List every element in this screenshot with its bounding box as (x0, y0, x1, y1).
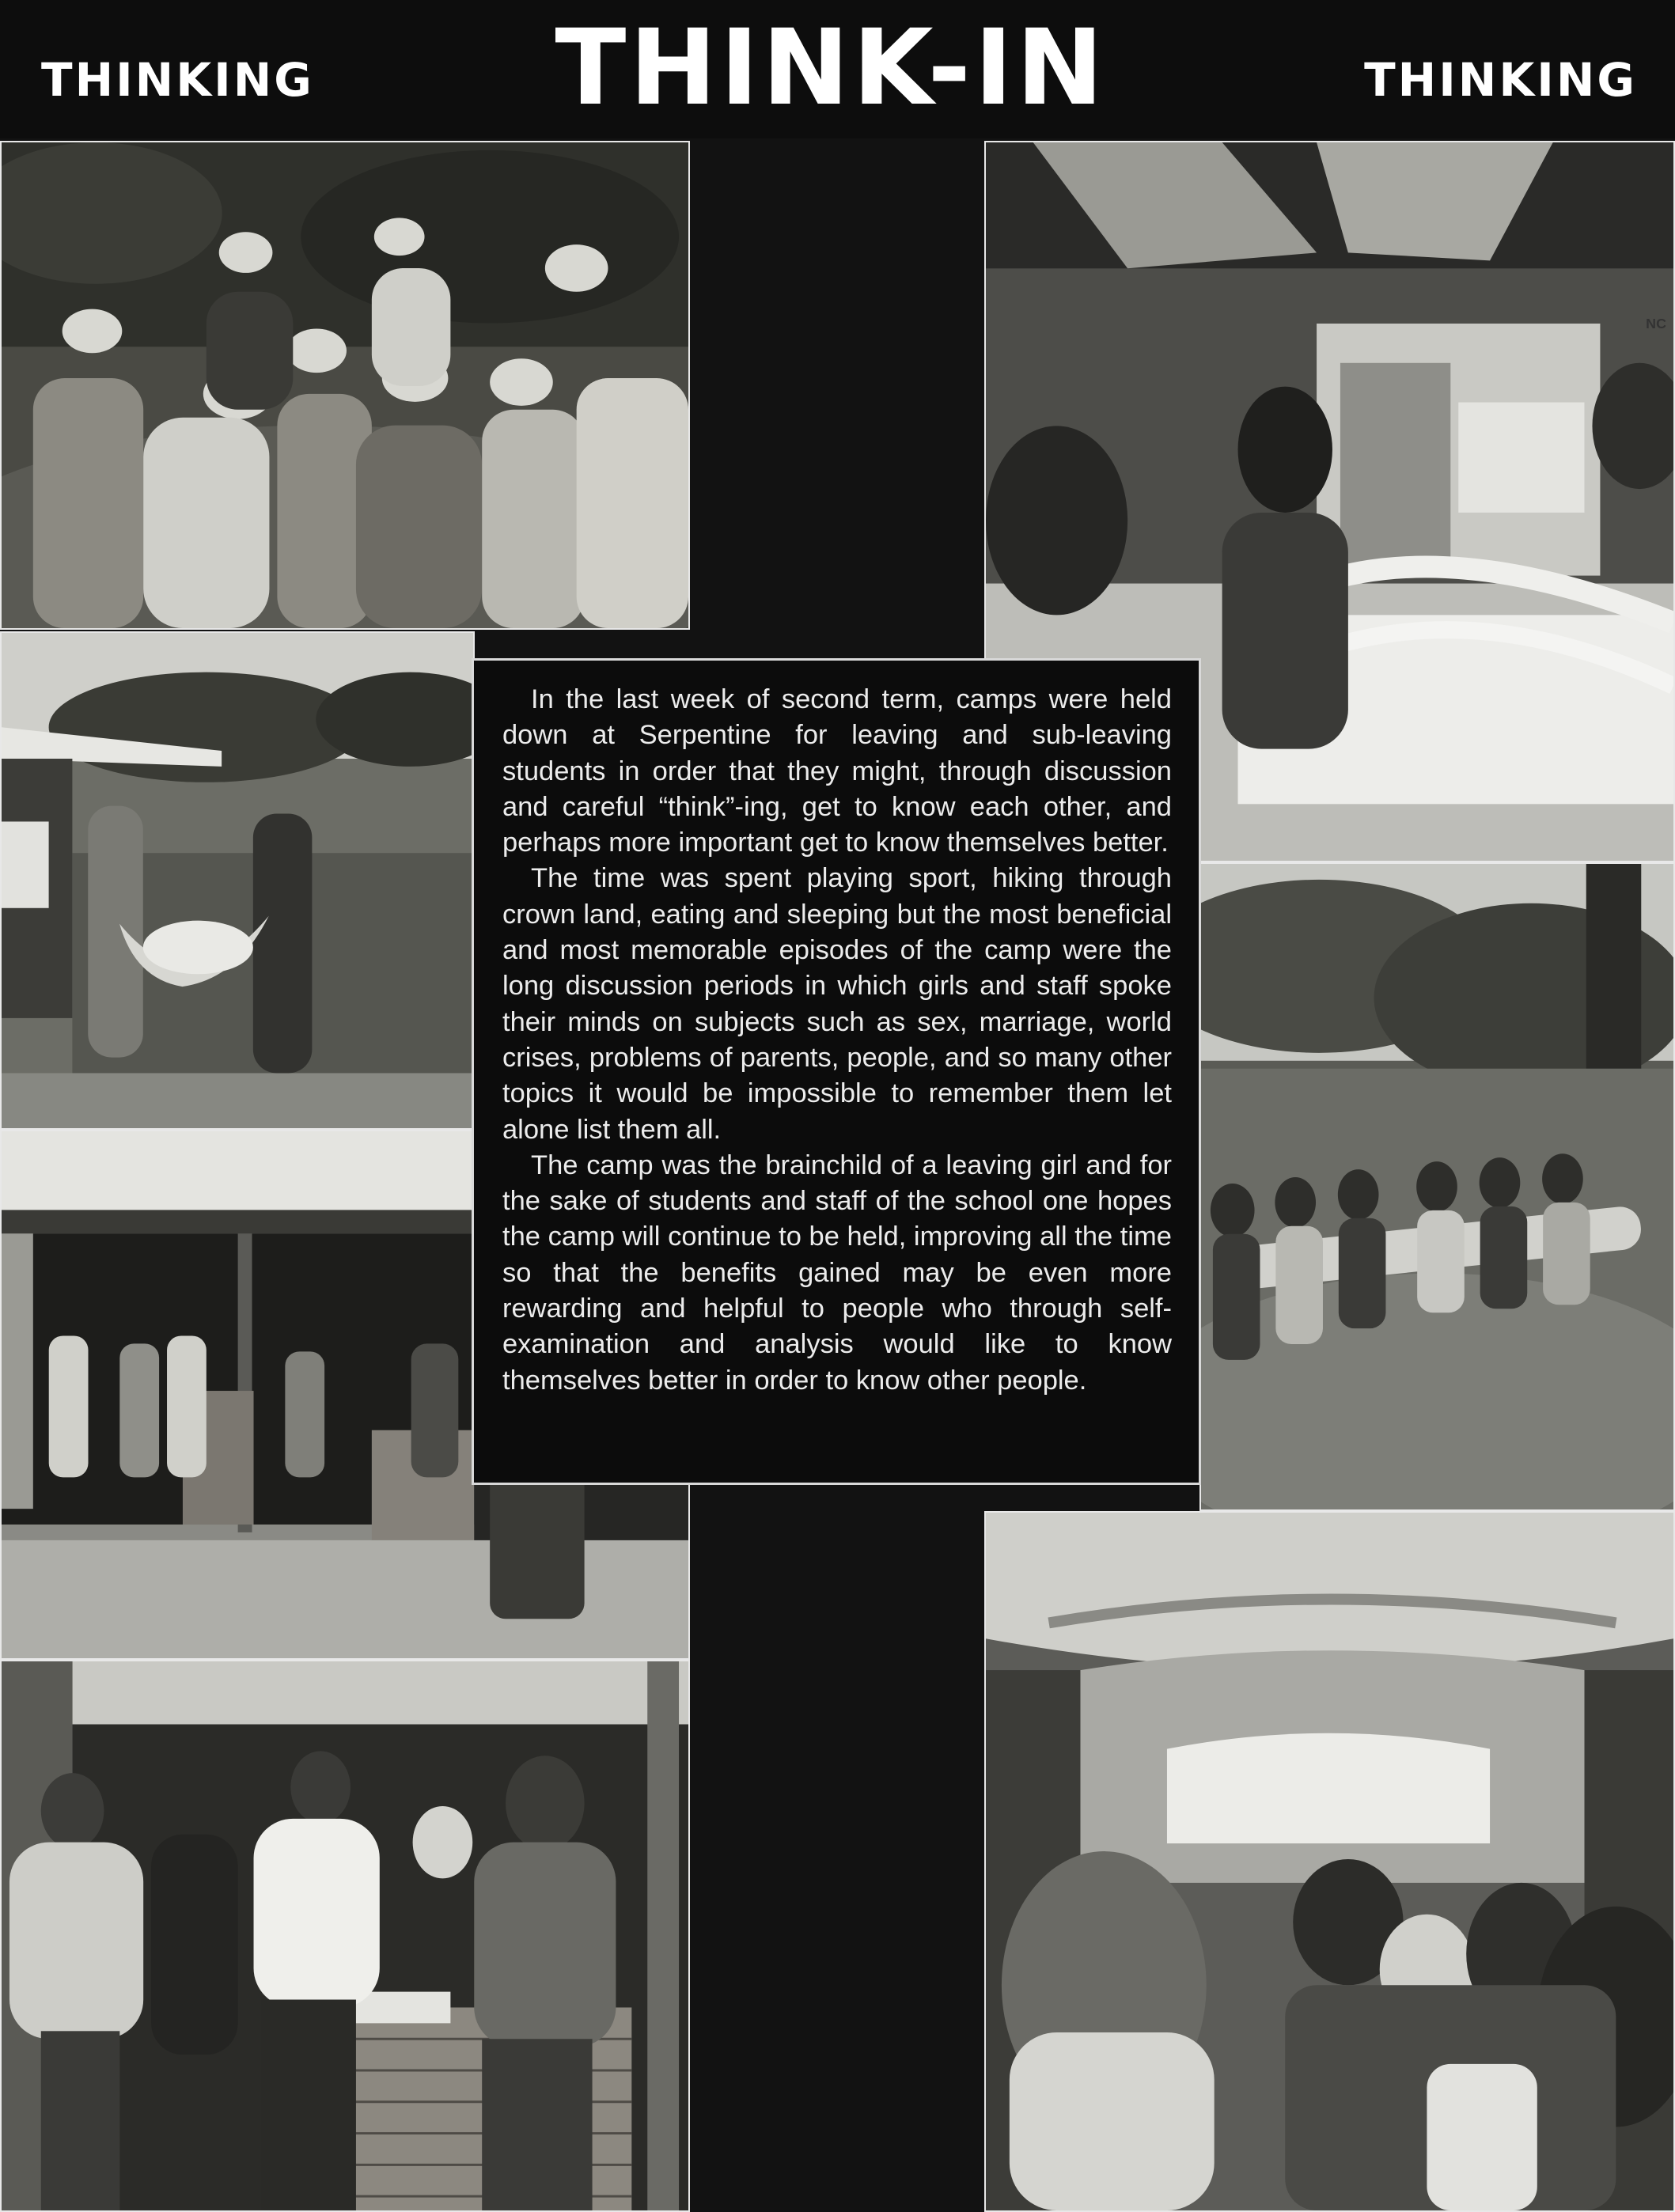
photo-girls-in-headscarves (0, 141, 690, 630)
article-paragraph: In the last week of second term, camps were held down at Serpentine for leaving and sub-leaving students in order that they might, through discussion and careful “think”-ing, get to know each other, and perhaps more important get to know themselves better. (502, 684, 1172, 858)
header-band (0, 0, 1675, 138)
article-paragraph: The camp was the brainchild of a leaving girl and for the sake of students and staff of the school one hopes the camp will continue to be held, improving all the time so that the benefits gained may be even more rewarding and helpful to people who through self-examination and analysis would like to know themselves better in order to know other people. (502, 1150, 1172, 1396)
article-text-box (472, 658, 1201, 1485)
right-heading-word: THINKING (1364, 53, 1637, 107)
page-title: THINK-IN (555, 7, 1107, 129)
photo-brick-counter (0, 1660, 690, 2212)
left-heading-word: THINKING (41, 53, 314, 107)
bunkroom-sign-text: NC (1646, 315, 1667, 331)
photo-girls-on-log (1199, 862, 1675, 1511)
photo-carrying-blanket (0, 631, 475, 1130)
photo-inside-bus (984, 1511, 1675, 2212)
article-paragraph: The time was spent playing sport, hiking through crown land, eating and sleeping but the most beneficial and most memorable episodes of the camp were the long discussion periods in which girls and staff spoke their minds on subjects such as sex, marriage, world crises, problems of parents, people, and so many other topics it would be impossible to remember them let alone list them all. (502, 863, 1172, 1145)
